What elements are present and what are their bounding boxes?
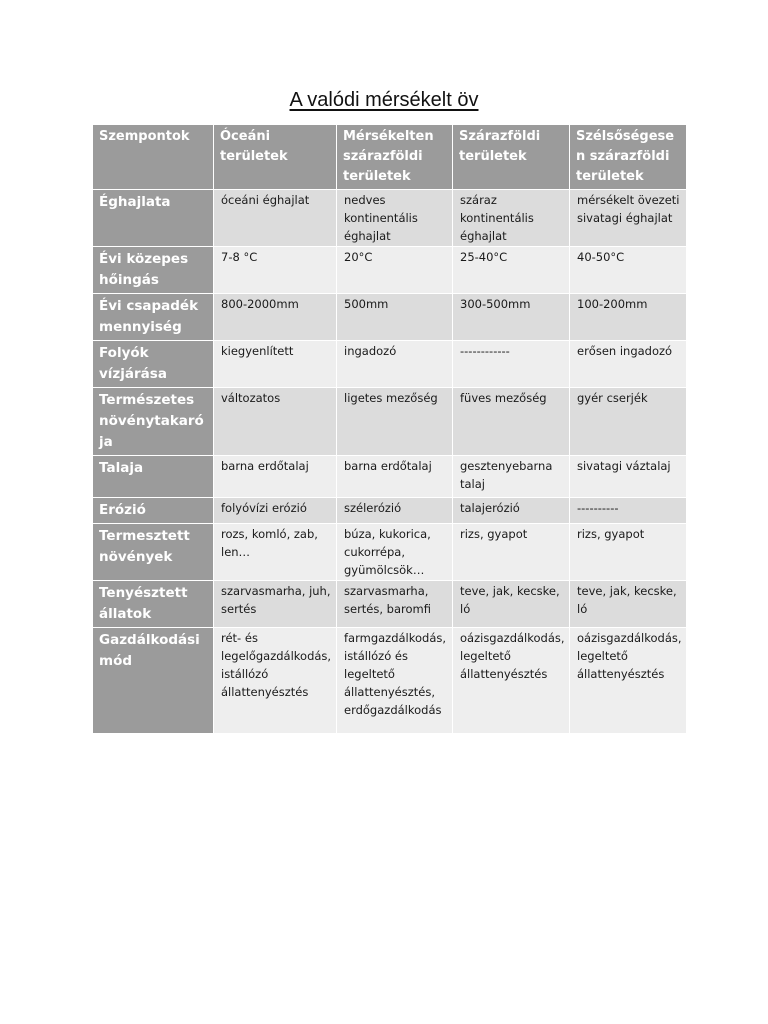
row-label: Talaja: [93, 456, 214, 498]
table-cell: oázisgazdálkodás, legeltető állattenyésztés: [570, 628, 687, 734]
table-cell: 300-500mm: [453, 294, 570, 341]
table-cell: 7-8 °C: [214, 247, 337, 294]
table-cell: 40-50°C: [570, 247, 687, 294]
table-cell: nedves kontinentális éghajlat: [337, 190, 453, 247]
table-cell: szélerózió: [337, 498, 453, 524]
row-label: Tenyésztett állatok: [93, 581, 214, 628]
table-cell: rozs, komló, zab, len…: [214, 524, 337, 581]
row-label: Évi közepes hőingás: [93, 247, 214, 294]
table-cell: barna erdőtalaj: [214, 456, 337, 498]
table-cell: teve, jak, kecske, ló: [570, 581, 687, 628]
page-title: A valódi mérsékelt öv: [289, 89, 479, 111]
table-cell: ligetes mezőség: [337, 388, 453, 456]
table-cell: szarvasmarha, sertés, baromfi: [337, 581, 453, 628]
table-cell: folyóvízi erózió: [214, 498, 337, 524]
table-cell: óceáni éghajlat: [214, 190, 337, 247]
table-row: [93, 247, 687, 294]
row-label: Gazdálkodási mód: [93, 628, 214, 734]
table-cell: szarvasmarha, juh, sertés: [214, 581, 337, 628]
table-cell: teve, jak, kecske, ló: [453, 581, 570, 628]
table-cell: 500mm: [337, 294, 453, 341]
table-row: [93, 341, 687, 388]
table-cell: farmgazdálkodás, istállózó és legeltető állattenyésztés, erdőgazdálkodás: [337, 628, 453, 734]
row-label: Évi csapadék mennyiség: [93, 294, 214, 341]
header-szarazfoldi: Szárazföldi területek: [453, 125, 570, 190]
table-cell: 20°C: [337, 247, 453, 294]
table-cell: erősen ingadozó: [570, 341, 687, 388]
header-szempontok: Szempontok: [93, 125, 214, 190]
table-cell: barna erdőtalaj: [337, 456, 453, 498]
table-cell: száraz kontinentális éghajlat: [453, 190, 570, 247]
table-row: [93, 498, 687, 524]
table-cell: füves mezőség: [453, 388, 570, 456]
table-row: [93, 456, 687, 498]
table-cell: gesztenyebarna talaj: [453, 456, 570, 498]
table-cell: rét- és legelőgazdálkodás, istállózó állattenyésztés: [214, 628, 337, 734]
header-oceani: Óceáni területek: [214, 125, 337, 190]
table-cell: oázisgazdálkodás, legeltető állattenyésztés: [453, 628, 570, 734]
table-cell: talajerózió: [453, 498, 570, 524]
table-row: [93, 628, 687, 734]
header-szelsosegesen-szarazfoldi: Szélsőségesen szárazföldi területek: [570, 125, 687, 190]
table-cell: ------------: [453, 341, 570, 388]
table-cell: búza, kukorica, cukorrépa, gyümölcsök…: [337, 524, 453, 581]
table-cell: ----------: [570, 498, 687, 524]
table-cell: ingadozó: [337, 341, 453, 388]
table-cell: rizs, gyapot: [570, 524, 687, 581]
header-mersekelten-szarazfoldi: Mérsékelten szárazföldi területek: [337, 125, 453, 190]
row-label: Folyók vízjárása: [93, 341, 214, 388]
row-label: Termesztett növények: [93, 524, 214, 581]
table-cell: rizs, gyapot: [453, 524, 570, 581]
table-cell: sivatagi váztalaj: [570, 456, 687, 498]
row-label: Természetes növénytakarója: [93, 388, 214, 456]
table-row: [93, 388, 687, 456]
table-row: [93, 294, 687, 341]
table-row: [93, 581, 687, 628]
table-cell: mérsékelt övezeti sivatagi éghajlat: [570, 190, 687, 247]
table-cell: gyér cserjék: [570, 388, 687, 456]
table-cell: 25-40°C: [453, 247, 570, 294]
table-row: [93, 524, 687, 581]
table-cell: változatos: [214, 388, 337, 456]
table-cell: kiegyenlített: [214, 341, 337, 388]
table-header-row: [93, 125, 687, 190]
row-label: Éghajlata: [93, 190, 214, 247]
table-row: [93, 190, 687, 247]
table-cell: 100-200mm: [570, 294, 687, 341]
table-cell: 800-2000mm: [214, 294, 337, 341]
row-label: Erózió: [93, 498, 214, 524]
comparison-table: [92, 124, 687, 734]
